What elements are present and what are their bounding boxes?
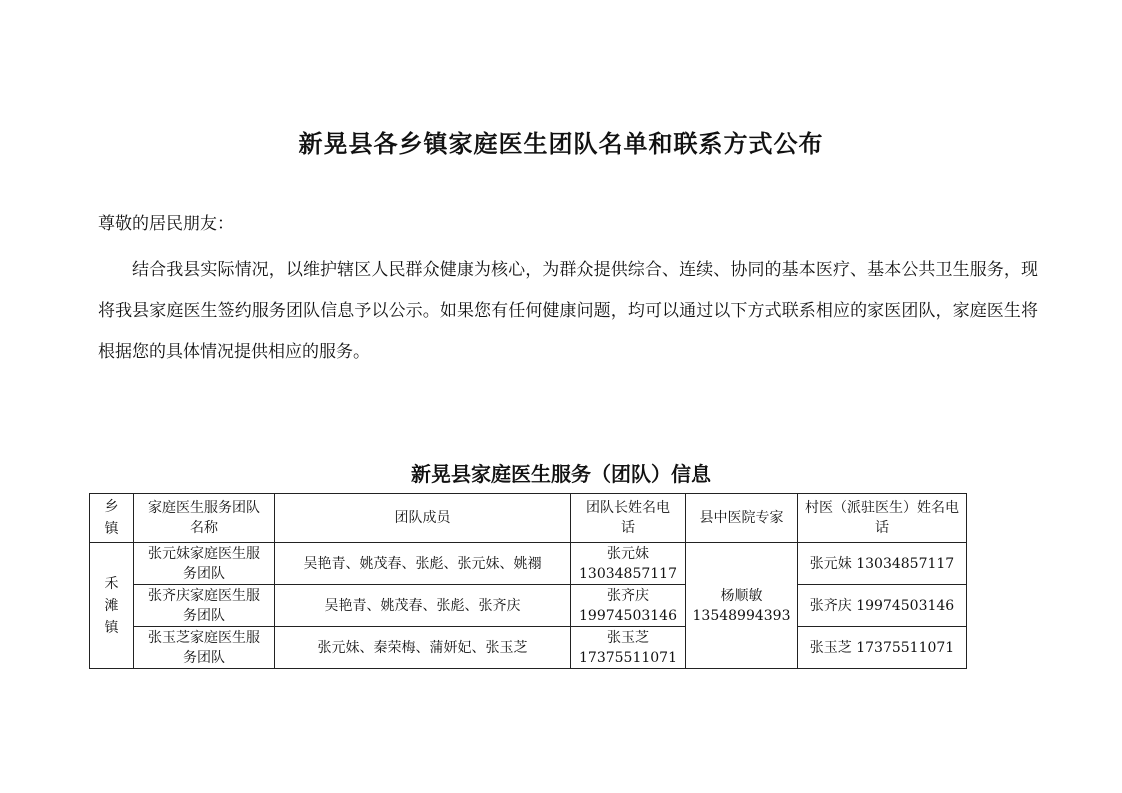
leader-phone: 13034857117 <box>579 565 677 582</box>
village-doctor-cell: 张玉芝 17375511071 <box>798 627 967 669</box>
table-title: 新晃县家庭医生服务（团队）信息 <box>411 462 711 486</box>
document-title: 新晃县各乡镇家庭医生团队名单和联系方式公布 <box>298 130 824 158</box>
header-members: 团队成员 <box>275 494 571 543</box>
header-expert: 县中医院专家 <box>686 494 798 543</box>
header-village-doctor: 村医（派驻医生）姓名电话 <box>798 494 967 543</box>
leader-name: 张齐庆 <box>607 587 649 604</box>
village-doctor-cell: 张齐庆 19974503146 <box>798 585 967 627</box>
table-row <box>90 627 967 669</box>
body-paragraph: 结合我县实际情况，以维护辖区人民群众健康为核心，为群众提供综合、连续、协同的基本医疗、基本公共卫生服务，现将我县家庭医生签约服务团队信息予以公示。如果您有任何健康问题，均可以通过以下方式联系相应的家医团队，家庭医生将根据您的具体情况提供相应的服务。 <box>98 260 1038 362</box>
leader-cell <box>571 585 686 627</box>
team-name-cell: 张齐庆家庭医生服务团队 <box>134 585 275 627</box>
leader-name: 张玉芝 <box>607 629 649 646</box>
leader-phone: 17375511071 <box>579 649 677 666</box>
village-doctor-cell: 张元妹 13034857117 <box>798 543 967 585</box>
expert-phone: 13548994393 <box>692 607 791 624</box>
table-header-row <box>90 494 967 543</box>
table-row <box>90 543 967 585</box>
leader-phone: 19974503146 <box>579 607 677 624</box>
township-cell: 禾滩镇 <box>90 543 134 669</box>
salutation: 尊敬的居民朋友： <box>98 214 234 234</box>
header-team-name: 家庭医生服务团队名称 <box>134 494 275 543</box>
header-leader: 团队长姓名电话 <box>571 494 686 543</box>
members-cell: 张元妹、秦荣梅、蒲妍妃、张玉芝 <box>275 627 571 669</box>
expert-cell <box>686 543 798 669</box>
leader-cell <box>571 543 686 585</box>
team-name-cell: 张元妹家庭医生服务团队 <box>134 543 275 585</box>
expert-name: 杨顺敏 <box>720 587 763 604</box>
leader-name: 张元妹 <box>607 545 649 562</box>
members-cell: 吴艳青、姚茂春、张彪、张齐庆 <box>275 585 571 627</box>
team-name-cell: 张玉芝家庭医生服务团队 <box>134 627 275 669</box>
header-township: 乡镇 <box>90 494 134 543</box>
team-info-table <box>89 493 967 669</box>
members-cell: 吴艳青、姚茂春、张彪、张元妹、姚禤 <box>275 543 571 585</box>
leader-cell <box>571 627 686 669</box>
table-row <box>90 585 967 627</box>
